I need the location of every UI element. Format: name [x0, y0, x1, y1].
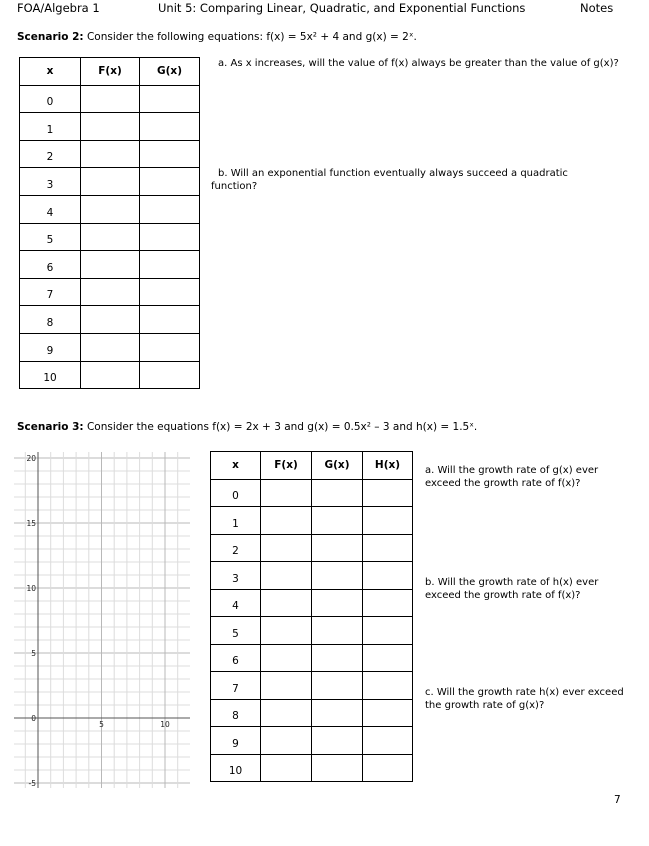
- coordinate-grid: [14, 452, 190, 788]
- scenario2-table-blank-cell: [140, 195, 200, 223]
- scenario3-equations: Consider the equations f(x) = 2x + 3 and g(x) = 0.5x² – 3 and h(x) = 1.5ˣ.: [86, 421, 478, 433]
- y-tick-label: 0: [31, 714, 36, 723]
- scenario3-table-blank-cell: [363, 534, 413, 562]
- scenario3-table-blank-cell: [363, 507, 413, 535]
- scenario3-prompt: [17, 421, 477, 433]
- y-tick-label: 10: [26, 584, 36, 593]
- scenario3-table-row: [211, 672, 413, 700]
- scenario2-table-row: [20, 278, 200, 306]
- scenario2-table-blank-cell: [140, 361, 200, 389]
- scenario2-table-blank-cell: [140, 251, 200, 279]
- scenario3-table-x-cell: 5: [211, 617, 261, 645]
- scenario3-table-blank-cell: [312, 562, 363, 590]
- scenario2-table-row: [20, 251, 200, 279]
- scenario2-table-row: [20, 85, 200, 113]
- scenario3-table-row: [211, 479, 413, 507]
- scenario2-table-blank-cell: [81, 85, 140, 113]
- scenario2-table-header-cell: G(x): [140, 58, 200, 86]
- scenario2-table-x-cell: 10: [20, 361, 81, 389]
- scenario3-table-blank-cell: [261, 534, 312, 562]
- x-tick-label: 10: [160, 720, 170, 729]
- scenario3-table-header-cell: F(x): [261, 452, 312, 480]
- scenario2-table-blank-cell: [81, 168, 140, 196]
- scenario3-table-blank-cell: [363, 754, 413, 782]
- scenario2-table-row: [20, 361, 200, 389]
- scenario3-question-a: a. Will the growth rate of g(x) ever exceed the growth rate of f(x)?: [425, 465, 599, 489]
- scenario2-table-blank-cell: [140, 333, 200, 361]
- scenario3-table-x-cell: 9: [211, 727, 261, 755]
- scenario3-table-row: [211, 617, 413, 645]
- scenario3-table-blank-cell: [312, 479, 363, 507]
- scenario2-table-blank-cell: [140, 168, 200, 196]
- scenario3-table-blank-cell: [363, 617, 413, 645]
- scenario3-table-blank-cell: [312, 672, 363, 700]
- scenario2-table-row: [20, 195, 200, 223]
- scenario2-prompt: [17, 31, 417, 43]
- scenario3-table-blank-cell: [363, 699, 413, 727]
- scenario2-table-blank-cell: [81, 140, 140, 168]
- scenario3-table-row: [211, 644, 413, 672]
- scenario3-table-row: [211, 699, 413, 727]
- scenario3-table-blank-cell: [261, 727, 312, 755]
- scenario2-table-x-cell: 9: [20, 333, 81, 361]
- scenario2-table-x-cell: 6: [20, 251, 81, 279]
- scenario3-table-x-cell: 10: [211, 754, 261, 782]
- scenario3-table-blank-cell: [312, 589, 363, 617]
- scenario3-table-blank-cell: [261, 507, 312, 535]
- scenario2-table-blank-cell: [140, 85, 200, 113]
- scenario2-question-a: a. As x increases, will the value of f(x) always be greater than the value of g(x)?: [218, 58, 619, 69]
- scenario2-table-x-cell: 0: [20, 85, 81, 113]
- scenario3-table-row: [211, 727, 413, 755]
- scenario2-table-header-cell: F(x): [81, 58, 140, 86]
- scenario3-table-x-cell: 6: [211, 644, 261, 672]
- scenario3-table-blank-cell: [363, 479, 413, 507]
- scenario3-table-header-cell: x: [211, 452, 261, 480]
- scenario2-table-blank-cell: [140, 278, 200, 306]
- scenario3-table-blank-cell: [261, 562, 312, 590]
- scenario2-table-blank-cell: [81, 251, 140, 279]
- scenario2-table-row: [20, 113, 200, 141]
- scenario3-table-blank-cell: [363, 562, 413, 590]
- scenario3-table-blank-cell: [312, 507, 363, 535]
- scenario2-table-row: [20, 168, 200, 196]
- scenario2-table-row: [20, 223, 200, 251]
- course-title: FOA/Algebra 1: [17, 1, 100, 15]
- scenario3-question-b: b. Will the growth rate of h(x) ever exceed the growth rate of f(x)?: [425, 577, 599, 601]
- y-tick-label: 20: [26, 454, 36, 463]
- scenario3-table-blank-cell: [363, 672, 413, 700]
- scenario3-table: [210, 451, 413, 782]
- scenario3-label: Scenario 3:: [17, 421, 84, 433]
- scenario2-table-blank-cell: [81, 333, 140, 361]
- scenario3-table-row: [211, 562, 413, 590]
- scenario2-question-b: b. Will an exponential function eventually always succeed a quadratic function?: [211, 168, 568, 192]
- scenario2-table-x-cell: 7: [20, 278, 81, 306]
- scenario2-table-row: [20, 140, 200, 168]
- scenario3-table-row: [211, 589, 413, 617]
- scenario3-table-x-cell: 3: [211, 562, 261, 590]
- scenario3-table-blank-cell: [363, 644, 413, 672]
- scenario3-table-header-row: [211, 452, 413, 480]
- scenario2-table-x-cell: 5: [20, 223, 81, 251]
- scenario2-table-blank-cell: [140, 223, 200, 251]
- scenario2-table-row: [20, 333, 200, 361]
- scenario3-table-x-cell: 0: [211, 479, 261, 507]
- scenario2-table-header-row: [20, 58, 200, 86]
- scenario3-table-blank-cell: [312, 534, 363, 562]
- scenario2-label: Scenario 2:: [17, 31, 84, 43]
- scenario3-table-header-cell: G(x): [312, 452, 363, 480]
- scenario3-table-blank-cell: [261, 754, 312, 782]
- scenario3-table-blank-cell: [312, 699, 363, 727]
- y-tick-label: 5: [31, 649, 36, 658]
- scenario2-table-blank-cell: [81, 278, 140, 306]
- scenario3-table-blank-cell: [261, 672, 312, 700]
- scenario3-question-c: c. Will the growth rate h(x) ever exceed the growth rate of g(x)?: [425, 687, 624, 711]
- scenario3-table-x-cell: 7: [211, 672, 261, 700]
- scenario3-table-blank-cell: [312, 727, 363, 755]
- scenario3-table-blank-cell: [261, 589, 312, 617]
- scenario3-table-row: [211, 507, 413, 535]
- scenario3-table-blank-cell: [312, 644, 363, 672]
- page-number: 7: [614, 794, 621, 806]
- scenario3-table-blank-cell: [363, 727, 413, 755]
- y-tick-label: -5: [28, 779, 36, 788]
- notes-label: Notes: [580, 1, 614, 15]
- scenario3-table-x-cell: 1: [211, 507, 261, 535]
- scenario2-table-header-cell: x: [20, 58, 81, 86]
- scenario3-table-blank-cell: [261, 699, 312, 727]
- scenario3-table-x-cell: 8: [211, 699, 261, 727]
- scenario3-table-blank-cell: [312, 617, 363, 645]
- scenario3-table-x-cell: 4: [211, 589, 261, 617]
- scenario2-table-x-cell: 8: [20, 306, 81, 334]
- scenario2-table-x-cell: 3: [20, 168, 81, 196]
- scenario3-table-blank-cell: [312, 754, 363, 782]
- scenario2-table-blank-cell: [81, 361, 140, 389]
- scenario2-table-blank-cell: [81, 306, 140, 334]
- scenario2-table-blank-cell: [140, 140, 200, 168]
- scenario2-table: [19, 57, 200, 389]
- scenario3-table-header-cell: H(x): [363, 452, 413, 480]
- scenario3-table-row: [211, 754, 413, 782]
- scenario3-table-x-cell: 2: [211, 534, 261, 562]
- unit-title: Unit 5: Comparing Linear, Quadratic, and Exponential Functions: [158, 1, 526, 15]
- scenario2-table-x-cell: 1: [20, 113, 81, 141]
- scenario3-table-blank-cell: [261, 617, 312, 645]
- scenario3-table-row: [211, 534, 413, 562]
- scenario2-table-x-cell: 4: [20, 195, 81, 223]
- scenario3-table-blank-cell: [261, 479, 312, 507]
- scenario2-table-x-cell: 2: [20, 140, 81, 168]
- scenario2-table-blank-cell: [81, 223, 140, 251]
- y-tick-label: 15: [26, 519, 36, 528]
- scenario2-table-blank-cell: [81, 195, 140, 223]
- scenario3-table-blank-cell: [261, 644, 312, 672]
- scenario2-equations: Consider the following equations: f(x) = 5x² + 4 and g(x) = 2ˣ.: [86, 31, 417, 43]
- scenario2-table-row: [20, 306, 200, 334]
- scenario3-table-blank-cell: [363, 589, 413, 617]
- scenario2-table-blank-cell: [140, 306, 200, 334]
- scenario2-table-blank-cell: [140, 113, 200, 141]
- x-tick-label: 5: [99, 720, 104, 729]
- scenario2-table-blank-cell: [81, 113, 140, 141]
